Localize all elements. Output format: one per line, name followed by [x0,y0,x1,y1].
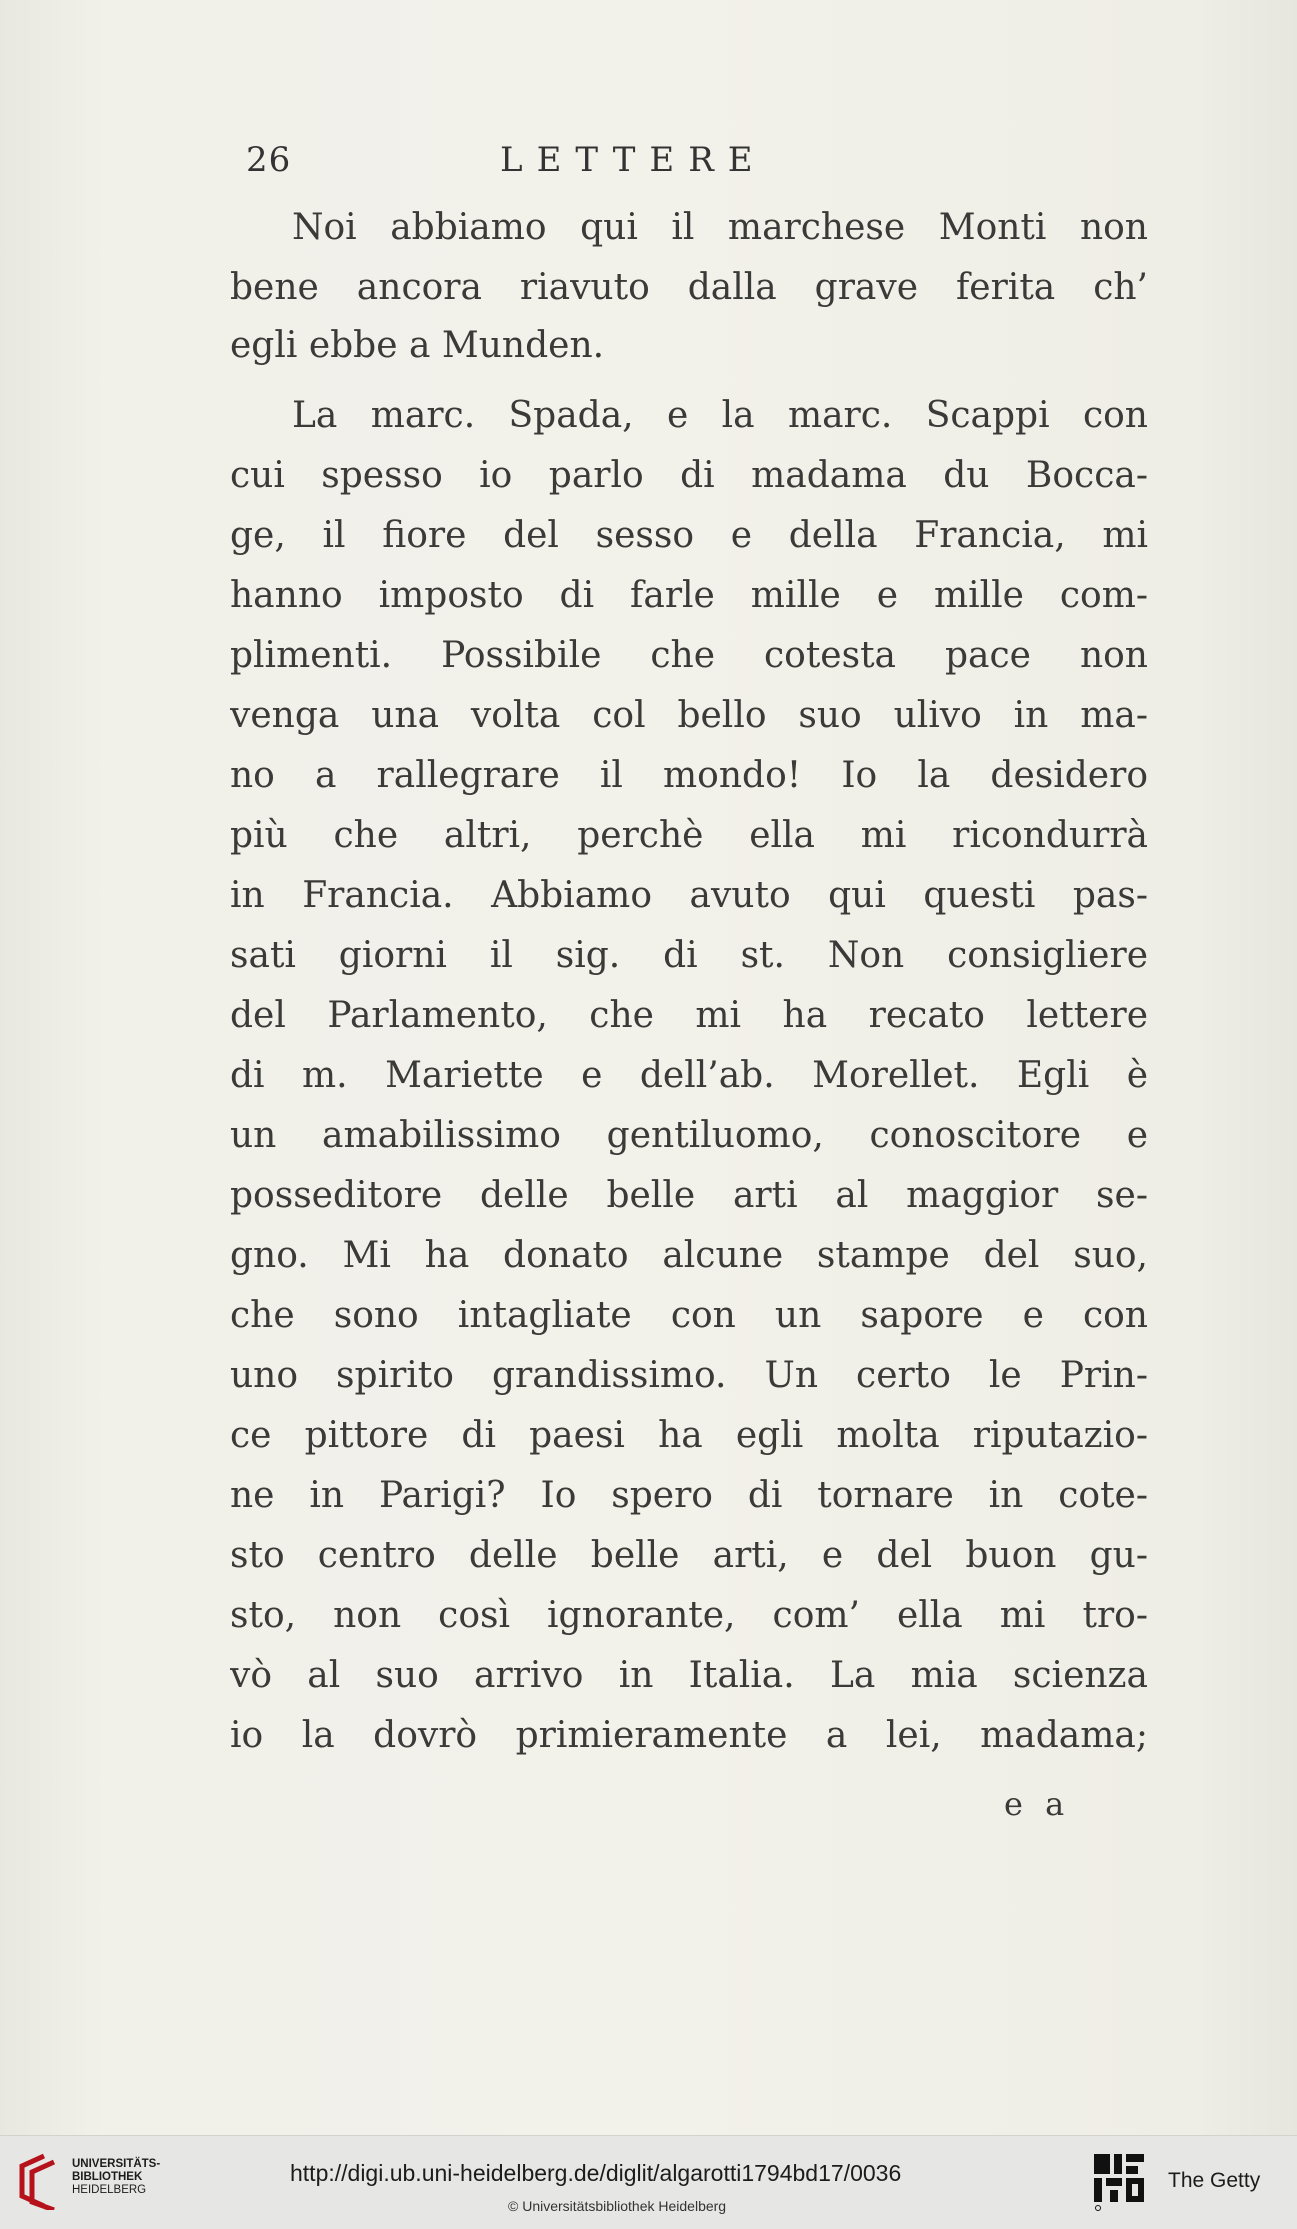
text-line-15: di m. Mariette e dell’ab. Morellet. Egli è [230,1055,1148,1096]
text-line-11: più che altri, perchè ella mi ricondurrà [230,815,1148,856]
catchword: e a [1004,1785,1071,1823]
ub-label-line-3: HEIDELBERG [72,2184,147,2196]
text-line-14: del Parlamento, che mi ha recato lettere [230,995,1148,1036]
getty-label: The Getty [1168,2169,1261,2192]
text-line-8: plimenti. Possibile che cotesta pace non [230,635,1148,676]
text-line-22: ne in Parigi? Io spero di tornare in cote- [230,1475,1148,1516]
text-line-24: sto, non così ignorante, com’ ella mi tro- [230,1595,1148,1636]
ub-heidelberg-icon[interactable] [14,2152,62,2210]
text-line-26: io la dovrò primieramente a lei, madama; [230,1715,1148,1756]
copyright-notice: © Universitätsbibliothek Heidelberg [508,2198,727,2214]
text-line-19: che sono intagliate con un sapore e con [230,1295,1148,1336]
permalink-url[interactable]: http://digi.ub.uni-heidelberg.de/diglit/algarotti1794bd17/0036 [290,2160,902,2186]
text-line-7: hanno imposto di farle mille e mille com- [230,575,1148,616]
text-line-25: vò al suo arrivo in Italia. La mia scienza [230,1655,1148,1696]
viewer-footer [0,2135,1297,2229]
text-line-23: sto centro delle belle arti, e del buon gu- [230,1535,1148,1576]
text-line-20: uno spirito grandissimo. Un certo le Prin- [230,1355,1148,1396]
text-line-6: ge, il fiore del sesso e della Francia, mi [230,515,1148,556]
text-line-2: bene ancora riavuto dalla grave ferita ch’ [230,267,1148,308]
text-line-21: ce pittore di paesi ha egli molta riputazio- [230,1415,1148,1456]
ub-label-line-1: UNIVERSITÄTS- [72,2158,161,2170]
text-line-3: egli ebbe a Munden. [230,325,605,366]
text-line-1: Noi abbiamo qui il marchese Monti non [292,207,1148,248]
text-line-10: no a rallegrare il mondo! Io la desidero [230,755,1148,796]
text-line-12: in Francia. Abbiamo avuto qui questi pas- [230,875,1148,916]
text-line-9: venga una volta col bello suo ulivo in ma- [230,695,1148,736]
text-line-16: un amabilissimo gentiluomo, conoscitore e [230,1115,1148,1156]
ub-label-line-2: BIBLIOTHEK [72,2171,143,2183]
text-line-13: sati giorni il sig. di st. Non consigliere [230,935,1148,976]
text-line-5: cui spesso io parlo di madama du Bocca- [230,455,1148,496]
getty-mark-icon[interactable] [1092,2152,1148,2212]
text-line-18: gno. Mi ha donato alcune stampe del suo, [230,1235,1148,1276]
running-title: LETTERE [500,140,767,180]
page-number: 26 [246,140,292,180]
ub-heidelberg-label [72,2158,160,2197]
text-line-17: posseditore delle belle arti al maggior se- [230,1175,1148,1216]
text-line-4: La marc. Spada, e la marc. Scappi con [292,395,1148,436]
